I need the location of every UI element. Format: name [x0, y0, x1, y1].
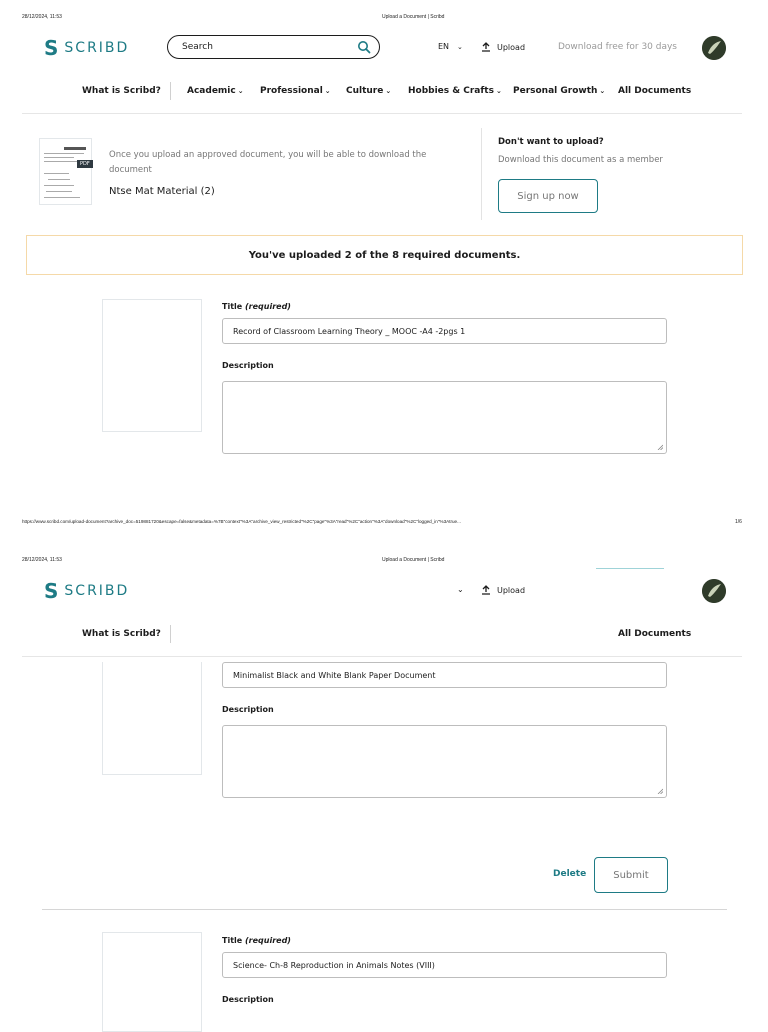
upload-message: Once you upload an approved document, you will be able to download the document	[109, 150, 427, 175]
nav-all-documents[interactable]: All Documents	[618, 629, 692, 639]
upload-thumbnail	[102, 932, 202, 1032]
upload-progress-text: You've uploaded 2 of the 8 required documents.	[248, 249, 521, 261]
scribd-logo-icon: S	[44, 36, 59, 60]
print-datetime: 28/12/2024, 11:53	[22, 14, 62, 20]
avatar-image	[702, 579, 726, 603]
title-input[interactable]: Science- Ch-8 Reproduction in Animals Notes (VIII)	[222, 952, 667, 978]
delete-button[interactable]: Delete	[553, 869, 587, 879]
header-divider	[22, 656, 742, 657]
nav-all-documents[interactable]: All Documents	[618, 86, 692, 96]
nav-culture-label: Culture	[346, 86, 384, 96]
header-divider	[22, 113, 742, 114]
nav-personal-growth[interactable]	[513, 86, 605, 96]
scribd-logo[interactable]	[44, 581, 129, 601]
nav-what-is-scribd[interactable]: What is Scribd?	[82, 86, 161, 96]
resize-handle-icon[interactable]	[657, 788, 663, 794]
submit-button[interactable]: Submit	[594, 857, 668, 893]
nav-personal-growth-label: Personal Growth	[513, 86, 598, 96]
title-label	[222, 302, 291, 311]
scribd-logo[interactable]	[44, 38, 129, 58]
nav-academic-label: Academic	[187, 86, 236, 96]
avatar-image	[702, 36, 726, 60]
nav-academic[interactable]	[187, 86, 244, 96]
nav-culture[interactable]	[346, 86, 391, 96]
nav-divider	[170, 625, 171, 643]
print-page-title: Upload a Document | Scribd	[382, 14, 445, 20]
title-input[interactable]: Record of Classroom Learning Theory _ MOOC -A4 -2pgs 1	[222, 318, 667, 344]
nav-professional-label: Professional	[260, 86, 323, 96]
description-label: Description	[222, 361, 274, 370]
nav-divider	[170, 82, 171, 100]
description-textarea[interactable]	[222, 381, 667, 454]
chevron-down-icon: ⌄	[385, 87, 392, 95]
chevron-down-icon: ⌄	[495, 87, 502, 95]
chevron-down-icon[interactable]: ⌄	[457, 585, 464, 594]
download-free-link[interactable]: Download free for 30 days	[558, 42, 677, 52]
title-label-text: Title	[222, 936, 243, 945]
search-icon[interactable]	[357, 40, 371, 54]
title-input[interactable]: Minimalist Black and White Blank Paper Document	[222, 662, 667, 688]
scribd-logo-icon: S	[44, 579, 59, 603]
upload-label: Upload	[497, 42, 526, 52]
print-page-count: 1/6	[735, 519, 742, 525]
chevron-down-icon: ⌄	[324, 87, 331, 95]
upload-divider	[42, 909, 727, 910]
pdf-badge: PDF	[77, 160, 93, 168]
title-label	[222, 936, 291, 945]
upload-icon	[481, 585, 491, 595]
chevron-down-icon: ⌄	[237, 87, 244, 95]
document-thumbnail	[39, 138, 92, 205]
upload-icon	[481, 42, 491, 52]
alt-text: Download this document as a member	[498, 155, 663, 165]
avatar[interactable]	[702, 579, 726, 603]
document-preview-image	[40, 139, 91, 204]
description-textarea[interactable]	[222, 725, 667, 798]
upload-thumbnail	[102, 299, 202, 432]
resize-handle-icon[interactable]	[657, 444, 663, 450]
overlay-divider	[596, 568, 664, 569]
search-box[interactable]	[167, 35, 380, 59]
required-label: (required)	[245, 302, 291, 311]
upload-button[interactable]	[481, 585, 525, 595]
print-page-title: Upload a Document | Scribd	[382, 557, 445, 563]
print-datetime: 28/12/2024, 11:53	[22, 557, 62, 563]
description-label: Description	[222, 995, 274, 1004]
upload-label: Upload	[497, 585, 526, 595]
alt-heading: Don't want to upload?	[498, 137, 604, 147]
upload-progress-banner	[26, 235, 743, 275]
chevron-down-icon: ⌄	[457, 42, 463, 51]
description-label: Description	[222, 705, 274, 714]
nav-professional[interactable]	[260, 86, 331, 96]
scribd-logo-text: SCRIBD	[64, 583, 130, 599]
panel-divider	[481, 128, 482, 220]
document-name: Ntse Mat Material (2)	[109, 186, 215, 197]
scribd-logo-text: SCRIBD	[64, 40, 130, 56]
required-label: (required)	[245, 936, 291, 945]
upload-thumbnail	[102, 662, 202, 775]
sign-up-button[interactable]: Sign up now	[498, 179, 598, 213]
language-selector[interactable]	[438, 42, 463, 51]
print-url: https://www.scribd.com/upload-document?archive_doc=519881720&escape=false&metadata=%7B"context"%3A"archive_view_restricted"%2C"page"%3A"read"%2C"action"%3A"download"%2C"logged_in"%3Atrue...	[22, 519, 461, 524]
search-input[interactable]	[180, 41, 334, 53]
title-label-text: Title	[222, 302, 243, 311]
avatar[interactable]	[702, 36, 726, 60]
nav-what-is-scribd[interactable]: What is Scribd?	[82, 629, 161, 639]
language-label: EN	[438, 42, 450, 51]
nav-hobbies-crafts[interactable]	[408, 86, 502, 96]
nav-hobbies-crafts-label: Hobbies & Crafts	[408, 86, 494, 96]
chevron-down-icon: ⌄	[599, 87, 606, 95]
upload-button[interactable]	[481, 42, 525, 52]
